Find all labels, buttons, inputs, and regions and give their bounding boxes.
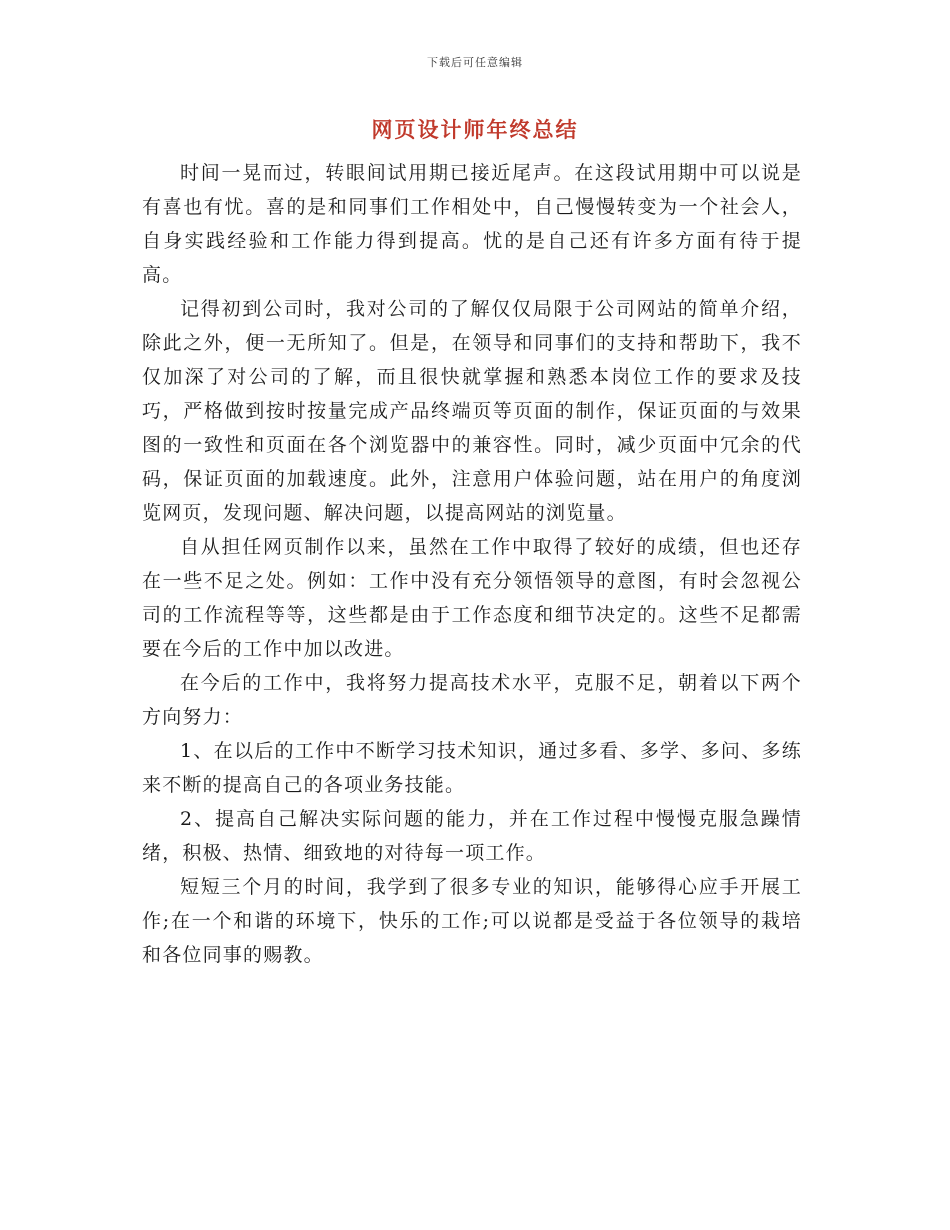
header-note: 下载后可任意编辑 [427, 56, 523, 69]
paragraph-4: 在今后的工作中，我将努力提高技术水平，克服不足，朝着以下两个方向努力： [142, 672, 802, 728]
paragraph-6: 2、提高自己解决实际问题的能力，并在工作过程中慢慢克服急躁情绪，积极、热情、细致地的对待每一项工作。 [142, 808, 802, 864]
paragraph-3: 自从担任网页制作以来，虽然在工作中取得了较好的成绩，但也还存在一些不足之处。例如：工作中没有充分领悟领导的意图，有时会忽视公司的工作流程等等，这些都是由于工作态度和细节决定的。这些不足都需要在今后的工作中加以改进。 [142, 536, 802, 660]
paragraph-2: 记得初到公司时，我对公司的了解仅仅局限于公司网站的简单介绍，除此之外，便一无所知了。但是，在领导和同事们的支持和帮助下，我不仅加深了对公司的了解，而且很快就掌握和熟悉本岗位工作的要求及技巧，严格做到按时按量完成产品终端页等页面的制作，保证页面的与效果图的一致性和页面在各个浏览器中的兼容性。同时，减少页面中冗余的代码，保证页面的加载速度。此外，注意用户体验问题，站在用户的角度浏览网页，发现问题、解决问题，以提高网站的浏览量。 [142, 298, 802, 524]
paragraph-7: 短短三个月的时间，我学到了很多专业的知识，能够得心应手开展工作;在一个和谐的环境下，快乐的工作;可以说都是受益于各位领导的栽培和各位同事的赐教。 [142, 876, 802, 966]
document-title: 网页设计师年终总结 [371, 117, 579, 142]
document-body [142, 156, 802, 972]
paragraph-1: 时间一晃而过，转眼间试用期已接近尾声。在这段试用期中可以说是有喜也有忧。喜的是和同事们工作相处中，自己慢慢转变为一个社会人，自身实践经验和工作能力得到提高。忧的是自己还有许多方面有待于提高。 [142, 162, 802, 286]
paragraph-5: 1、在以后的工作中不断学习技术知识，通过多看、多学、多问、多练来不断的提高自己的各项业务技能。 [142, 740, 802, 796]
